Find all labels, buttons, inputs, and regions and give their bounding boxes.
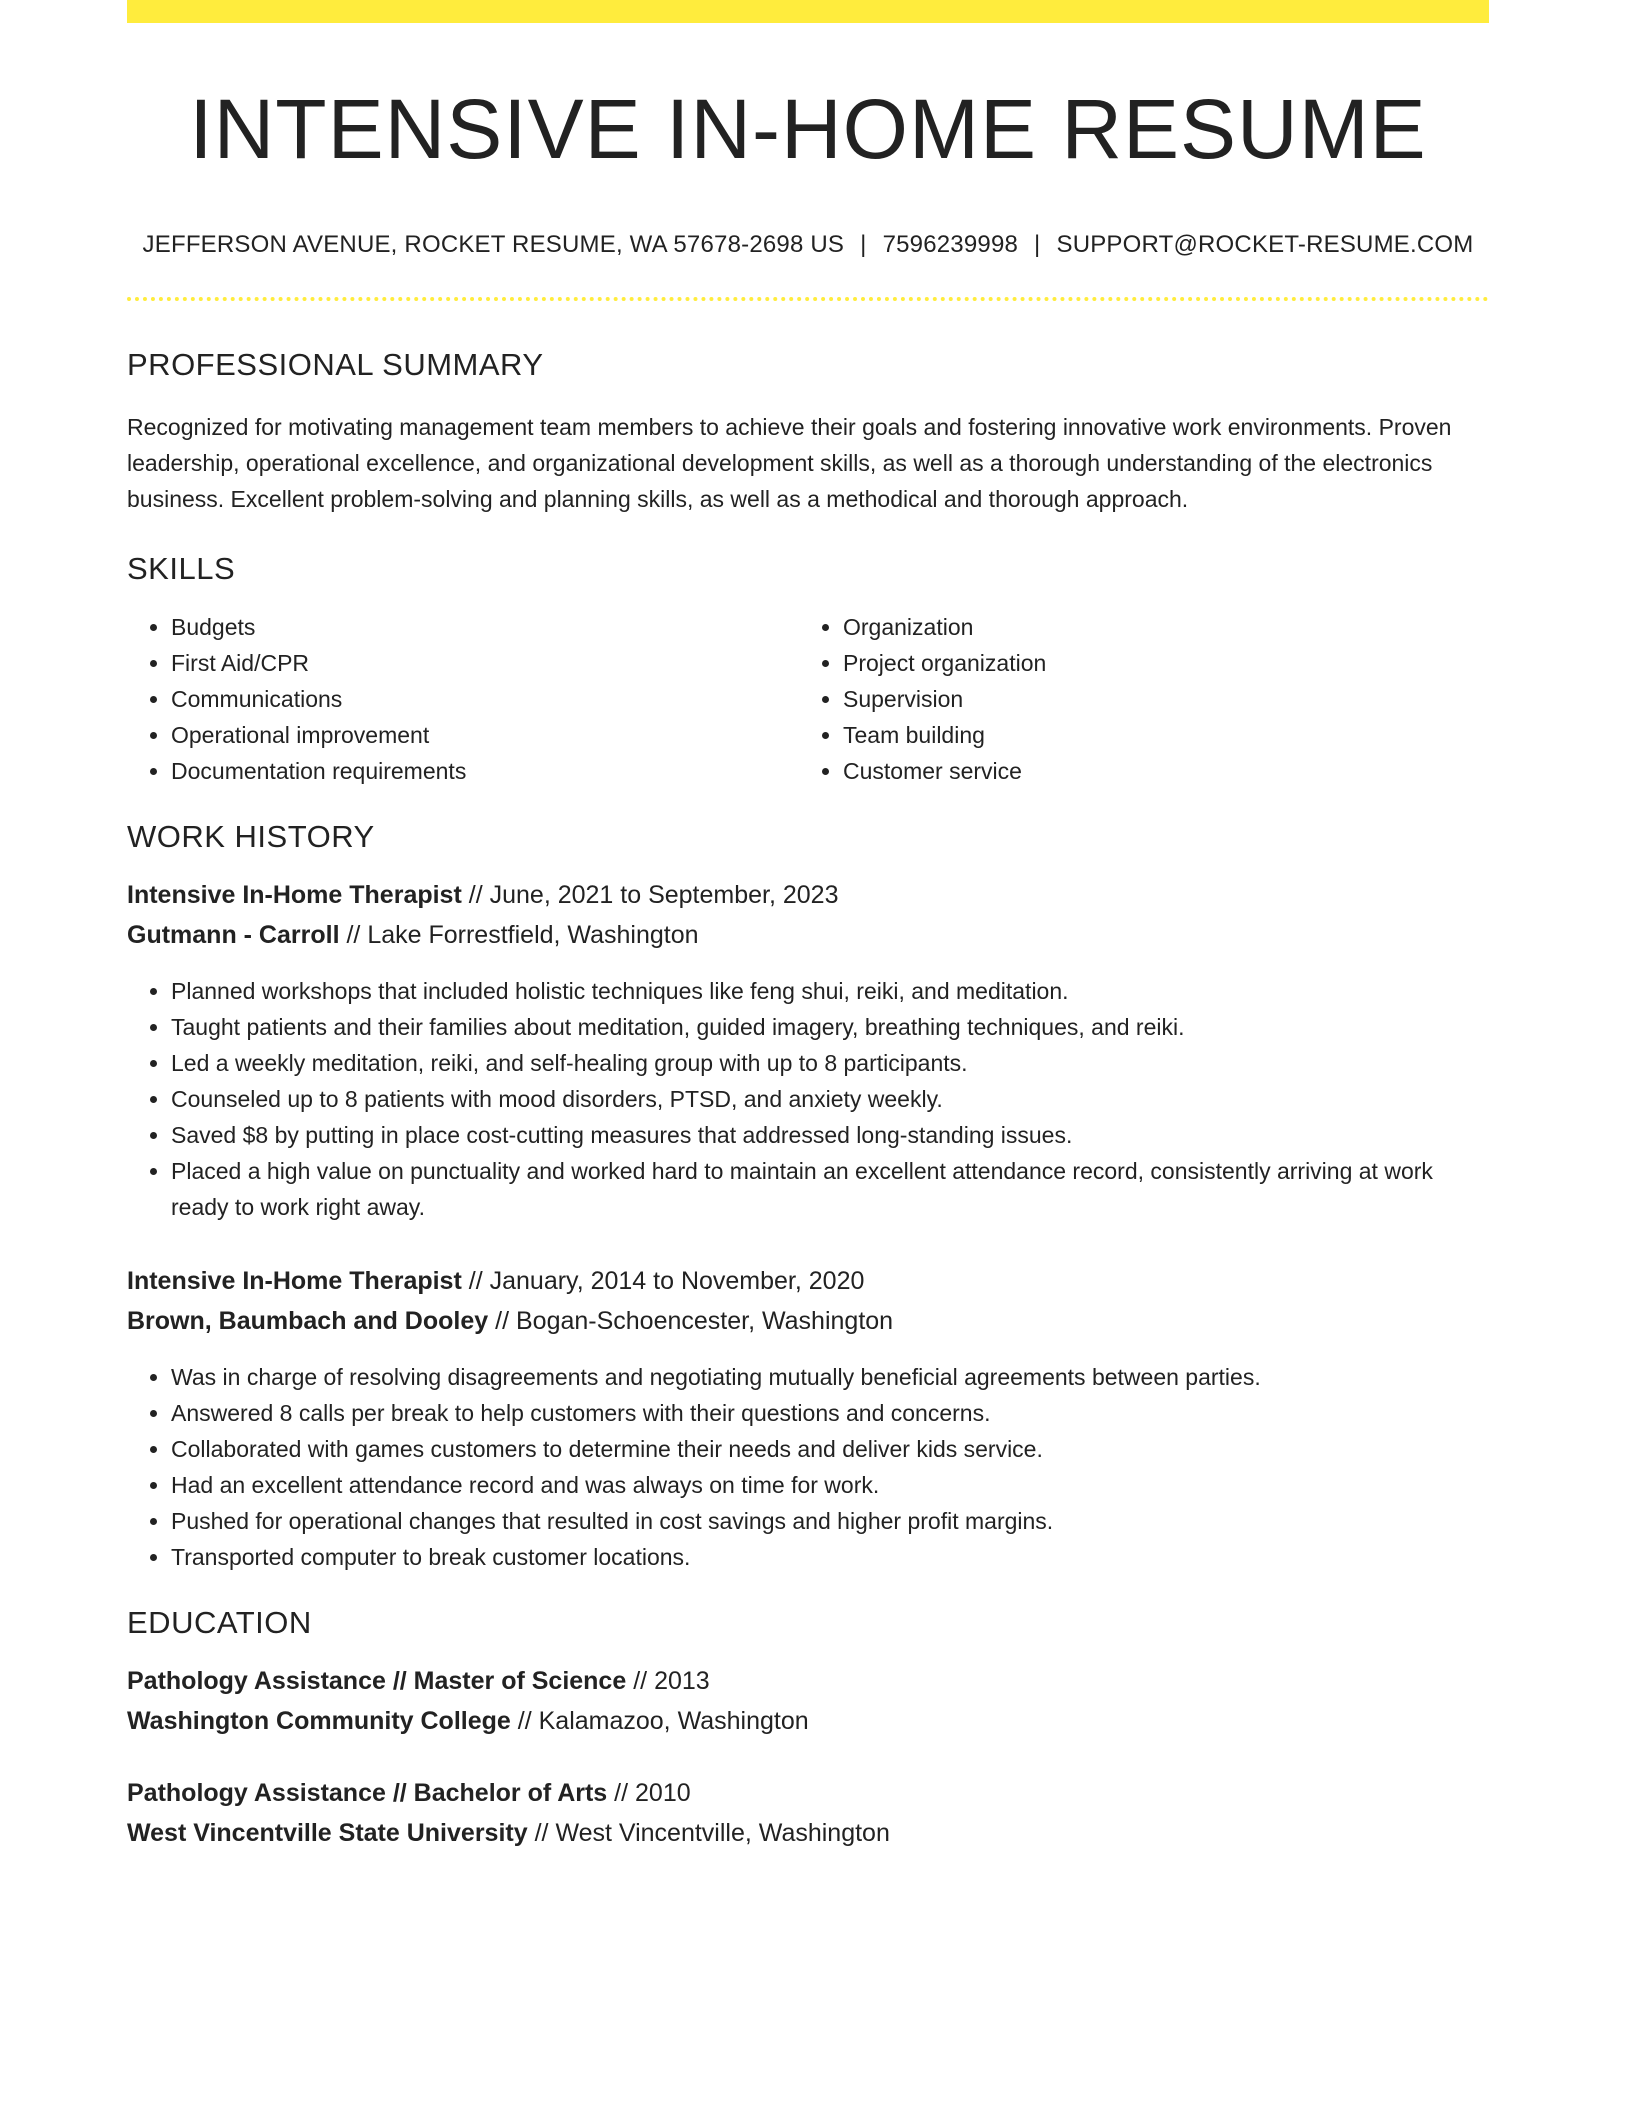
job-bullet: • Counseled up to 8 patients with mood disorders, PTSD, and anxiety weekly.	[171, 1081, 1489, 1117]
resume-title: INTENSIVE IN-HOME RESUME	[189, 82, 1427, 176]
divider: //	[534, 1819, 549, 1848]
education-degree: Pathology Assistance // Master of Science	[127, 1667, 627, 1696]
divider: //	[633, 1667, 648, 1696]
job-company: Gutmann - Carroll	[127, 921, 340, 950]
skills-column-left	[127, 609, 799, 789]
job-title-line	[127, 1261, 1489, 1301]
skills-heading: SKILLS	[127, 551, 236, 587]
divider: //	[468, 881, 483, 910]
job-bullet: • Planned workshops that included holistic techniques like feng shui, reiki, and meditation.	[171, 973, 1489, 1009]
job-bullet: • Pushed for operational changes that resulted in cost savings and higher profit margins.	[171, 1503, 1489, 1539]
education-location: West Vincentville, Washington	[555, 1819, 890, 1848]
job-bullet: • Placed a high value on punctuality and worked hard to maintain an excellent attendance record, consistently arriving at work ready to work right away.	[171, 1153, 1489, 1225]
education-school-line	[127, 1813, 1489, 1853]
education-year: 2013	[654, 1667, 710, 1696]
header-divider	[127, 297, 1489, 301]
resume-page	[127, 0, 1489, 1853]
job-bullet: • Was in charge of resolving disagreements and negotiating mutually beneficial agreements between parties.	[171, 1359, 1489, 1395]
summary-text: Recognized for motivating management team members to achieve their goals and fostering innovative work environments. Proven leadership, operational excellence, and organizational development skills, as well as a thorough understanding of the electronics business. Excellent problem-solving and planning skills, as well as a methodical and thorough approach.	[127, 414, 1452, 513]
education-degree: Pathology Assistance // Bachelor of Arts	[127, 1779, 608, 1808]
skill-item: • Team building	[843, 717, 1471, 753]
skill-item: • Supervision	[843, 681, 1471, 717]
job-bullet: • Saved $8 by putting in place cost-cutting measures that addressed long-standing issues.	[171, 1117, 1489, 1153]
job-bullets	[127, 1359, 1489, 1575]
education-year: 2010	[635, 1779, 691, 1808]
divider: //	[614, 1779, 629, 1808]
education-location: Kalamazoo, Washington	[538, 1707, 809, 1736]
job-bullet: • Collaborated with games customers to determine their needs and deliver kids service.	[171, 1431, 1489, 1467]
education-degree-line	[127, 1773, 1489, 1813]
skill-item: • Project organization	[843, 645, 1471, 681]
skill-item: • Organization	[843, 609, 1471, 645]
job-company: Brown, Baumbach and Dooley	[127, 1307, 489, 1336]
job-location: Lake Forrestfield, Washington	[367, 921, 699, 950]
job-bullet: • Taught patients and their families about meditation, guided imagery, breathing techniques, and reiki.	[171, 1009, 1489, 1045]
divider: //	[495, 1307, 510, 1336]
job-bullet: • Answered 8 calls per break to help customers with their questions and concerns.	[171, 1395, 1489, 1431]
job-title: Intensive In-Home Therapist	[127, 881, 462, 910]
education-entry	[127, 1773, 1489, 1853]
job-bullet: • Had an excellent attendance record and was always on time for work.	[171, 1467, 1489, 1503]
job-bullets	[127, 973, 1489, 1225]
education-school: West Vincentville State University	[127, 1819, 528, 1848]
divider: //	[468, 1267, 483, 1296]
job-entry	[127, 1261, 1489, 1575]
work-history-heading: WORK HISTORY	[127, 819, 375, 855]
summary-heading: PROFESSIONAL SUMMARY	[127, 347, 544, 383]
education-school: Washington Community College	[127, 1707, 511, 1736]
divider: //	[517, 1707, 532, 1736]
job-location: Bogan-Schoencester, Washington	[515, 1307, 894, 1336]
job-company-line	[127, 915, 1489, 955]
education-degree-line	[127, 1661, 1489, 1701]
education-school-line	[127, 1701, 1489, 1741]
job-title-line	[127, 875, 1489, 915]
skill-item: • Communications	[171, 681, 799, 717]
skill-item: • Documentation requirements	[171, 753, 799, 789]
contact-line	[127, 231, 1489, 259]
job-bullet: • Transported computer to break customer locations.	[171, 1539, 1489, 1575]
job-dates: January, 2014 to November, 2020	[489, 1267, 865, 1296]
education-heading: EDUCATION	[127, 1605, 312, 1641]
skill-item: • Customer service	[843, 753, 1471, 789]
contact-address: JEFFERSON AVENUE, ROCKET RESUME, WA 57678-2698 US	[142, 231, 845, 259]
job-title: Intensive In-Home Therapist	[127, 1267, 462, 1296]
skills-list	[127, 609, 1489, 789]
skill-item: • Operational improvement	[171, 717, 799, 753]
skill-item: • First Aid/CPR	[171, 645, 799, 681]
skill-item: • Budgets	[171, 609, 799, 645]
accent-top-bar	[127, 0, 1489, 23]
job-bullet: • Led a weekly meditation, reiki, and self-healing group with up to 8 participants.	[171, 1045, 1489, 1081]
contact-separator: |	[1034, 231, 1041, 259]
divider: //	[346, 921, 361, 950]
job-dates: June, 2021 to September, 2023	[489, 881, 839, 910]
job-company-line	[127, 1301, 1489, 1341]
job-entry	[127, 875, 1489, 1225]
contact-separator: |	[860, 231, 867, 259]
skills-column-right	[799, 609, 1471, 789]
contact-email: SUPPORT@ROCKET-RESUME.COM	[1056, 231, 1474, 259]
education-entry	[127, 1661, 1489, 1741]
contact-phone: 7596239998	[882, 231, 1019, 259]
